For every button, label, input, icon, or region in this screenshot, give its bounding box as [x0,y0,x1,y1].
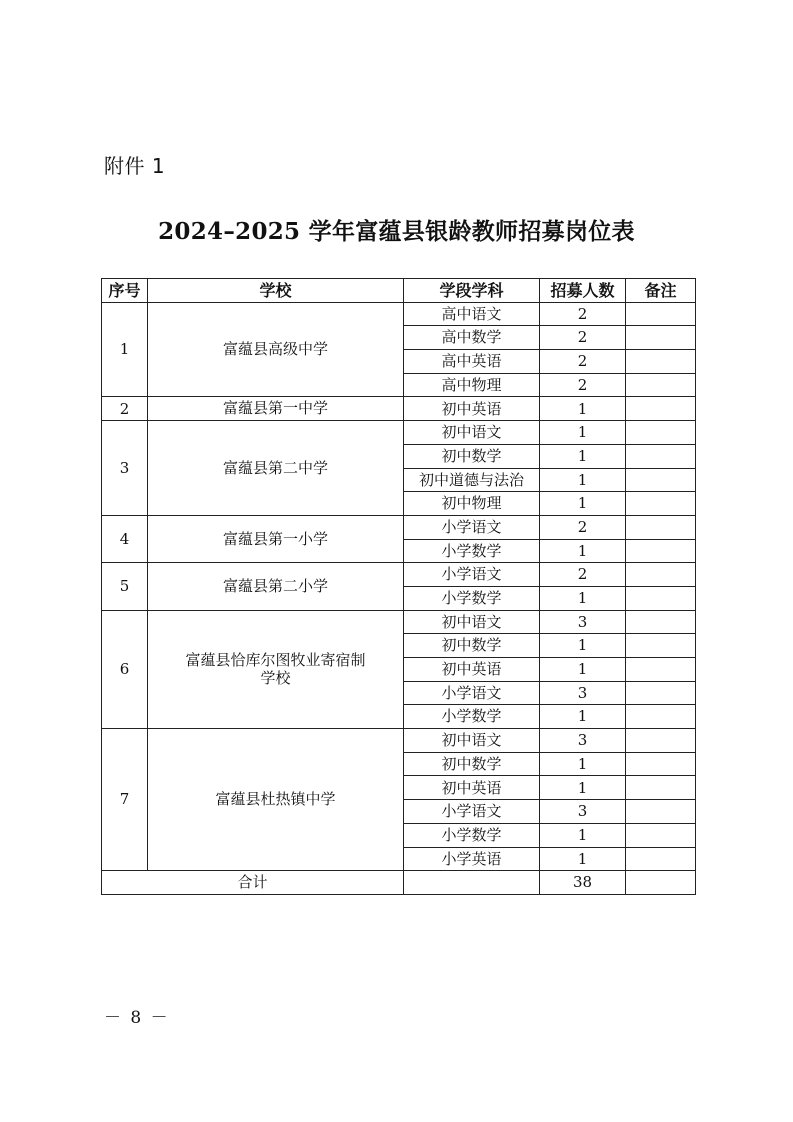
subject-cell: 初中数学 [404,444,540,468]
count-cell: 1 [540,847,626,871]
school-name: 富蕴县杜热镇中学 [215,790,336,809]
count-cell: 2 [540,326,626,350]
total-subject [404,871,540,895]
table-body [102,302,696,871]
count-cell: 2 [540,563,626,587]
count-cell: 1 [540,776,626,800]
subject-cell: 小学语文 [404,800,540,824]
subject-cell: 高中语文 [404,302,540,326]
subject-cell: 小学英语 [404,847,540,871]
row-index: 1 [102,302,148,397]
count-cell: 3 [540,610,626,634]
remark-cell [626,823,696,847]
count-cell: 2 [540,350,626,374]
page-number: － 8 － [104,1008,170,1028]
school-cell [148,610,404,728]
table-row [102,729,696,753]
subject-cell: 小学数学 [404,823,540,847]
count-cell: 3 [540,800,626,824]
header-school: 学校 [148,279,404,303]
subject-cell: 初中语文 [404,729,540,753]
school-name: 富蕴县恰库尔图牧业寄宿制学校 [185,650,366,688]
count-cell: 1 [540,421,626,445]
remark-cell [626,468,696,492]
count-cell: 1 [540,492,626,516]
table-row [102,515,696,539]
total-count: 38 [540,871,626,895]
remark-cell [626,610,696,634]
remark-cell [626,776,696,800]
subject-cell: 高中物理 [404,373,540,397]
header-remark: 备注 [626,279,696,303]
count-cell: 2 [540,373,626,397]
row-index: 4 [102,515,148,562]
remark-cell [626,658,696,682]
subject-cell: 初中英语 [404,658,540,682]
count-cell: 1 [540,468,626,492]
remark-cell [626,350,696,374]
header-subject: 学段学科 [404,279,540,303]
remark-cell [626,705,696,729]
remark-cell [626,539,696,563]
school-cell [148,563,404,610]
table-row [102,421,696,445]
subject-cell: 初中英语 [404,776,540,800]
table-row [102,610,696,634]
remark-cell [626,634,696,658]
remark-cell [626,681,696,705]
subject-cell: 初中语文 [404,610,540,634]
remark-cell [626,847,696,871]
remark-cell [626,492,696,516]
count-cell: 2 [540,302,626,326]
table-header-row [102,279,696,303]
school-name: 富蕴县第二小学 [222,577,328,596]
school-cell [148,397,404,421]
subject-cell: 初中语文 [404,421,540,445]
subject-cell: 小学数学 [404,705,540,729]
count-cell: 1 [540,634,626,658]
school-name: 富蕴县第一中学 [222,399,328,418]
remark-cell [626,444,696,468]
count-cell: 3 [540,681,626,705]
count-cell: 2 [540,515,626,539]
school-name: 富蕴县第二中学 [222,458,328,477]
header-index: 序号 [102,279,148,303]
row-index: 5 [102,563,148,610]
count-cell: 3 [540,729,626,753]
row-index: 2 [102,397,148,421]
subject-cell: 初中英语 [404,397,540,421]
row-index: 7 [102,729,148,871]
school-cell [148,729,404,871]
count-cell: 1 [540,658,626,682]
subject-cell: 初中物理 [404,492,540,516]
count-cell: 1 [540,752,626,776]
count-cell: 1 [540,586,626,610]
remark-cell [626,752,696,776]
table-row [102,397,696,421]
school-name: 富蕴县高级中学 [222,340,328,359]
subject-cell: 小学语文 [404,681,540,705]
remark-cell [626,729,696,753]
total-remark [626,871,696,895]
subject-cell: 高中英语 [404,350,540,374]
row-index: 6 [102,610,148,728]
subject-cell: 小学语文 [404,515,540,539]
remark-cell [626,302,696,326]
count-cell: 1 [540,705,626,729]
remark-cell [626,326,696,350]
subject-cell: 初中数学 [404,634,540,658]
count-cell: 1 [540,823,626,847]
attachment-label: 附件 1 [104,154,166,178]
remark-cell [626,800,696,824]
subject-cell: 高中数学 [404,326,540,350]
remark-cell [626,586,696,610]
remark-cell [626,373,696,397]
table-row [102,563,696,587]
school-name: 富蕴县第一小学 [222,529,328,548]
school-cell [148,515,404,562]
count-cell: 1 [540,539,626,563]
subject-cell: 初中道德与法治 [404,468,540,492]
remark-cell [626,563,696,587]
recruitment-table [101,278,696,895]
total-row [102,871,696,895]
count-cell: 1 [540,444,626,468]
count-cell: 1 [540,397,626,421]
remark-cell [626,421,696,445]
total-label: 合计 [102,871,404,895]
row-index: 3 [102,421,148,516]
school-cell [148,421,404,516]
remark-cell [626,397,696,421]
subject-cell: 初中数学 [404,752,540,776]
table-row [102,302,696,326]
subject-cell: 小学数学 [404,586,540,610]
header-count: 招募人数 [540,279,626,303]
remark-cell [626,515,696,539]
document-title: 2024–2025 学年富蕴县银龄教师招募岗位表 [158,218,635,245]
subject-cell: 小学语文 [404,563,540,587]
school-cell [148,302,404,397]
subject-cell: 小学数学 [404,539,540,563]
